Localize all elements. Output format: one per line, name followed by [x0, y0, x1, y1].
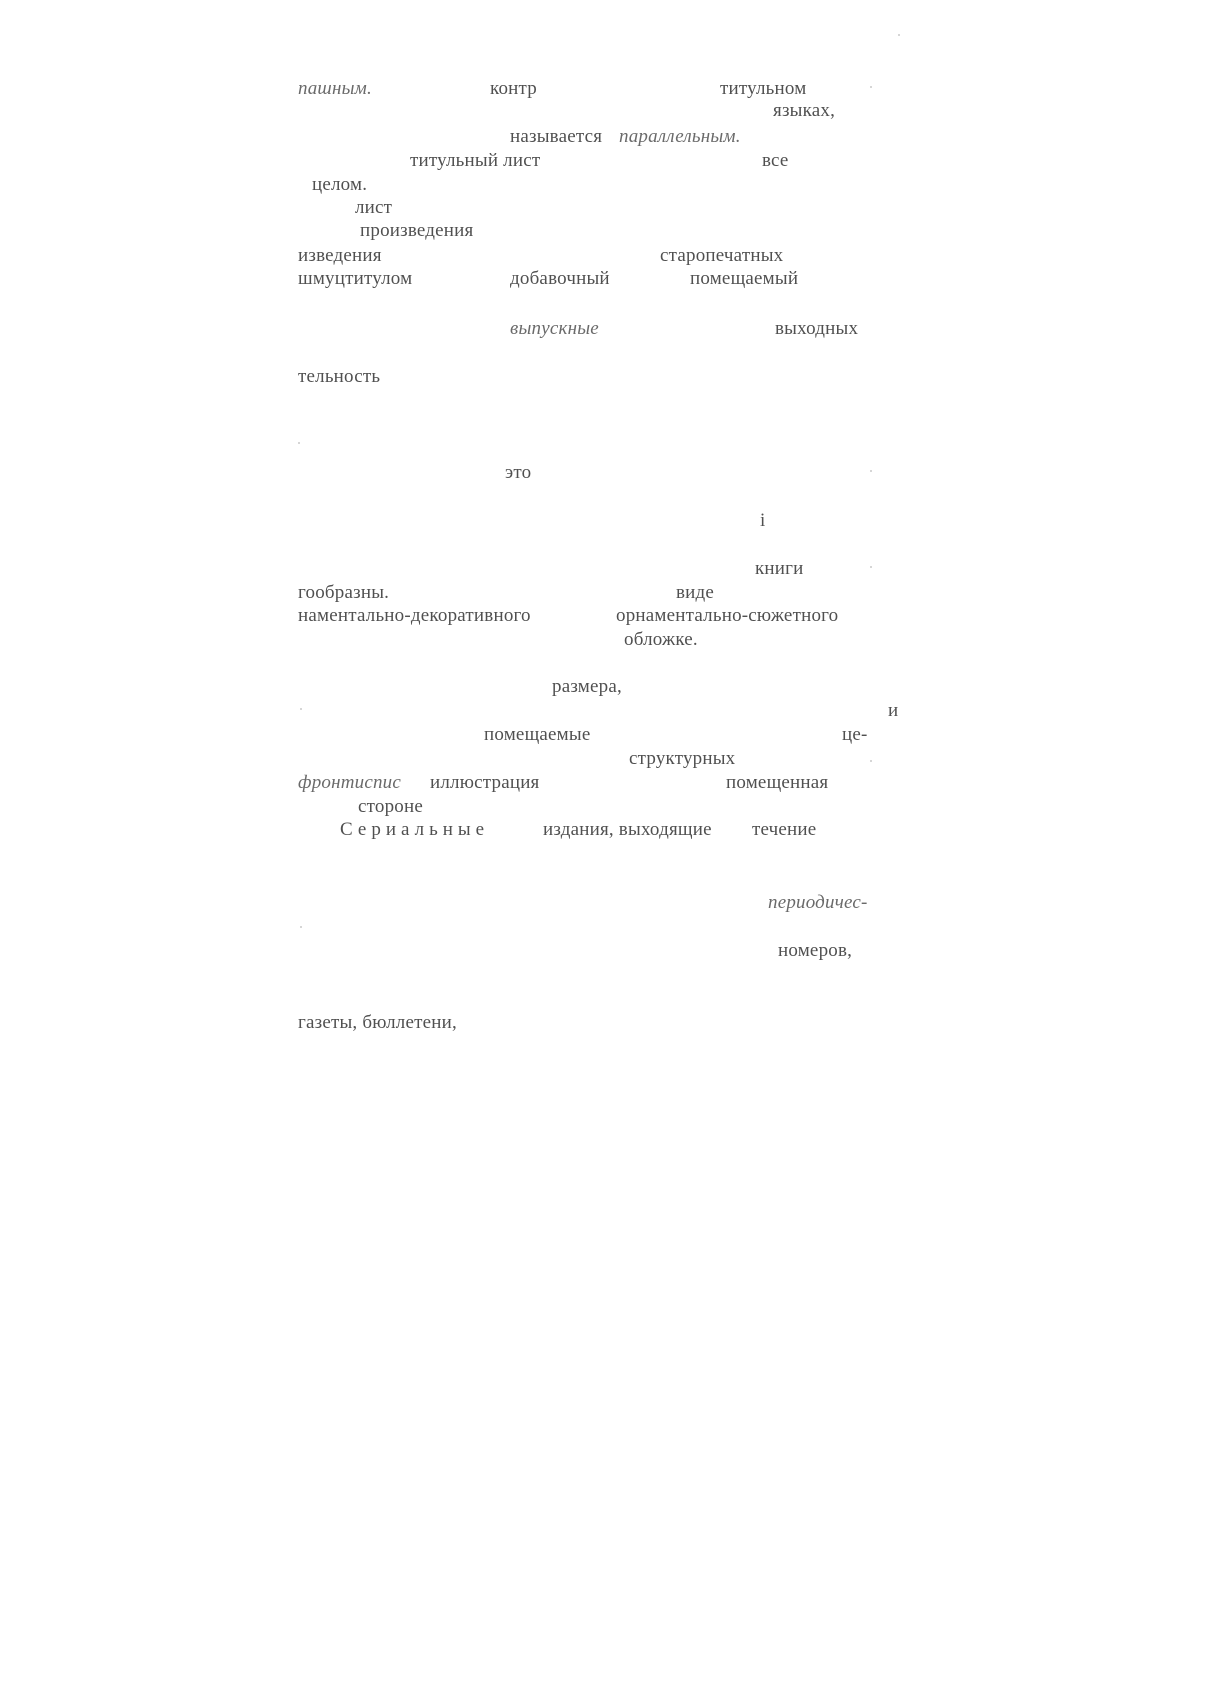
scan-speck	[870, 470, 872, 472]
text-fragment: обложке.	[624, 629, 698, 650]
text-fragment: издания, выходящие	[543, 819, 712, 840]
text-fragment: произведения	[360, 220, 474, 241]
text-fragment: изведения	[298, 245, 382, 266]
scan-speck	[870, 566, 872, 568]
text-fragment: структурных	[629, 748, 736, 769]
text-fragment: помещенная	[726, 772, 829, 793]
text-fragment: параллельным.	[619, 126, 741, 147]
text-fragment: орнаментально-сюжетного	[616, 605, 839, 626]
text-fragment: номеров,	[778, 940, 853, 961]
text-fragment: и	[888, 700, 899, 721]
text-fragment: стороне	[358, 796, 423, 817]
scan-speck	[870, 760, 872, 762]
scan-speck	[898, 34, 900, 36]
text-fragment: пашным.	[298, 78, 372, 99]
text-fragment: помещаемый	[690, 268, 799, 289]
scan-speck	[298, 442, 300, 444]
scan-speck	[300, 926, 302, 928]
text-fragment: языках,	[773, 100, 836, 121]
text-fragment: Сериальные	[340, 819, 490, 840]
text-fragment: выпускные	[510, 318, 599, 339]
text-fragment: газеты, бюллетени,	[298, 1012, 457, 1033]
scan-speck	[870, 86, 872, 88]
text-fragment: це-	[842, 724, 868, 745]
text-fragment: называется	[510, 126, 603, 147]
text-fragment: тельность	[298, 366, 381, 387]
scan-speck	[300, 708, 302, 710]
text-fragment: гообразны.	[298, 582, 390, 603]
text-fragment: контр	[490, 78, 537, 99]
text-fragment: помещаемые	[484, 724, 591, 745]
text-fragment: иллюстрация	[430, 772, 540, 793]
text-fragment: все	[762, 150, 789, 171]
text-fragment: старопечатных	[660, 245, 784, 266]
text-fragment: книги	[755, 558, 804, 579]
text-fragment: фронтиспис	[298, 772, 402, 793]
text-fragment: размера,	[552, 676, 622, 697]
text-fragment: выходных	[775, 318, 859, 339]
text-fragment: титульный лист	[410, 150, 541, 171]
text-fragment: і	[760, 510, 766, 531]
text-fragment: это	[505, 462, 532, 483]
text-fragment: наментально-декоративного	[298, 605, 531, 626]
text-fragment: лист	[355, 197, 393, 218]
text-fragment: виде	[676, 582, 715, 603]
text-fragment: целом.	[312, 174, 368, 195]
text-fragment: титульном	[720, 78, 807, 99]
text-fragment: добавочный	[510, 268, 610, 289]
text-fragment: периодичес-	[768, 892, 868, 913]
text-fragment: шмуцтитулом	[298, 268, 413, 289]
text-fragment: течение	[752, 819, 817, 840]
